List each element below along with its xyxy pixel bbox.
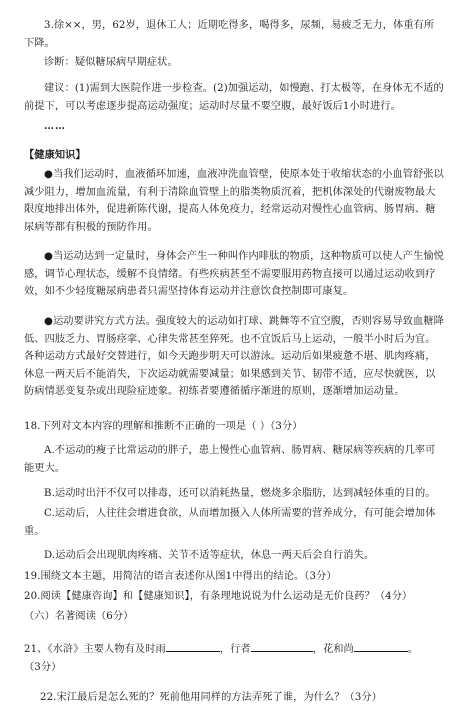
question-21-prefix: 21、《水浒》主要人物有及时雨 [24, 644, 166, 655]
knowledge-heading: 【健康知识】 [24, 149, 86, 161]
answer-blank-2[interactable] [251, 640, 313, 652]
answer-blank-3[interactable] [354, 640, 408, 652]
question-21-mid-2: ，花和尚 [312, 644, 354, 655]
diagnosis: 诊断：疑似糖尿病早期症状。 [44, 57, 178, 68]
question-18-stem: 18.下列对文本内容的理解和推断不正确的一项是（ ）（3分） [24, 421, 303, 432]
question-18-option-d: D.运动后会出现肌肉疼痛、关节不适等症状，休息一两天后会自行消失。 [44, 550, 375, 561]
question-20: 20.阅读【健康咨询】和【健康知识】，有条理地说说为什么运动是无价良药？（4分） [24, 591, 413, 602]
question-21 [24, 640, 444, 676]
question-21-score: （3分） [24, 661, 62, 673]
knowledge-para-3: ●运动要讲究方式方法。强度较大的运动如打球、跳舞等不宜空腹，否则容易导致血糖降低、四肢乏力、胃肠痉挛、心律失常甚至猝死。也不宜饭后马上运动，一般半小时后为宜。各种运动方式最好交替进行，如今天跑步明天可以游泳。运动后如果疲惫不堪、肌肉疼痛，休息一两天后不能消失，下次运动就需要减量；如果感到关节、韧带不适，应尽快就医，以防病情恶变复杂或出现险症迹象。初练者要遵循循序渐进的原则，逐渐增加运动量。 [24, 316, 444, 397]
question-21-mid-1: ，行者 [219, 644, 251, 655]
knowledge-para-1: ●当我们运动时，血液循环加速，血液冲洗血管壁，使原本处于收缩状态的小血管舒张以减少阻力，增加血流量，有利于清除血管壁上的脂类物质沉着，把机体深处的代谢废物最大限度地排出体外，促进新陈代谢，提高人体免疫力，经常运动对慢性心血管病、肠胃病、糖尿病等都有积极的预防作用。 [24, 169, 444, 233]
case-info: 3.徐××，男，62岁，退休工人；近期吃得多，喝得多，尿频，易疲乏无力，体重有所下降。 [24, 20, 435, 49]
knowledge-para-2: ●当运动达到一定量时，身体会产生一种叫作内啡肽的物质，这种物质可以使人产生愉悦感，调节心理状态，缓解不良情绪。有些疾病甚至不需要服用药物直接可以通过运动收到疗效，如不少轻度糖尿病患者只需坚持体育运动并注意饮食控制即可康复。 [24, 251, 444, 297]
question-18-option-a: A.不运动的瘦子比常运动的胖子，患上慢性心血管病、肠胃病、糖尿病等疾病的几率可能更大。 [24, 445, 436, 474]
question-19: 19.围绕文本主题，用简洁的语言表述你从图1中得出的结论。（3分） [24, 571, 337, 582]
question-18-option-b: B.运动时出汗不仅可以排毒，还可以消耗热量，燃烧多余脂肪，达到减轻体重的目的。 [44, 488, 436, 499]
question-22: 22.宋江最后是怎么死的？死前他用同样的方法弄死了谁，为什么？（3分） [40, 692, 382, 703]
question-21-end: 。 [407, 644, 419, 655]
answer-blank-1[interactable] [166, 640, 220, 652]
question-18-option-c: C.运动后，人往往会增进食欲，从而增加摄入人体所需要的营养成分，有可能会增加体重。 [24, 508, 436, 537]
section-6-heading: （六）名著阅读（6分） [24, 611, 134, 622]
advice: 建议：(1)需到大医院作进一步检查。(2)加强运动，如慢跑、打太极等，在身体无不适的前提下，可以考虑逐步提高运动强度；运动时尽量不要空腹，最好饭后1小时进行。 [24, 83, 444, 112]
ellipsis: …… [44, 121, 66, 132]
